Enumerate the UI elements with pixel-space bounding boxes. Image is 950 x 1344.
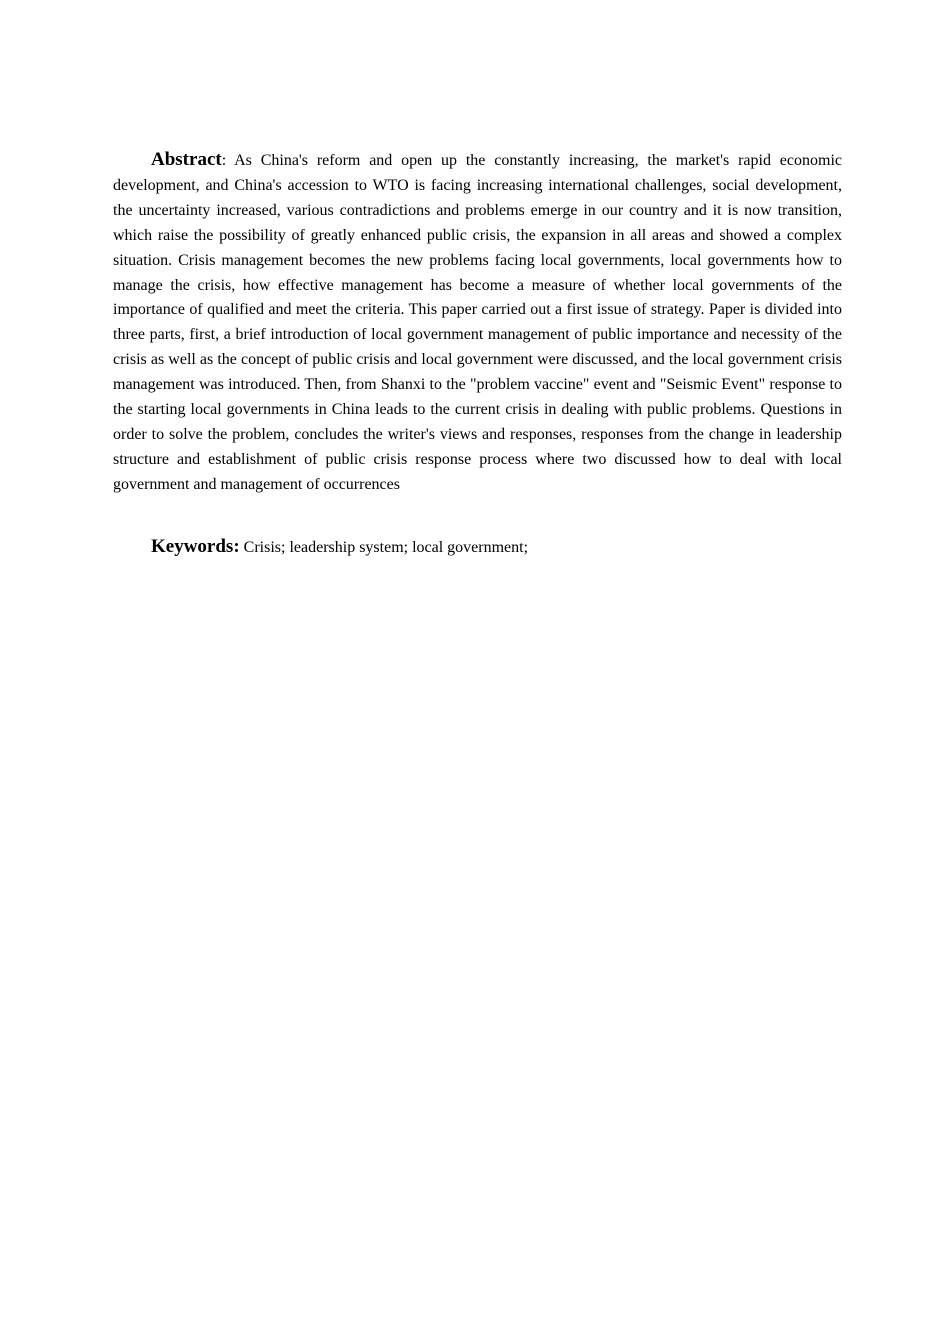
abstract-label: Abstract [151,149,222,170]
keywords-label: Keywords: [151,536,240,557]
abstract-text: As China's reform and open up the constantly increasing, the market's rapid economic development, and China's accession to WTO is facing increasing international challenges, social development, the uncertainty increased, various contradictions and problems emerge in our country and it is now transition, which raise the possibility of greatly enhanced public crisis, the expansion in all areas and showed a complex situation. Crisis management becomes the new problems facing local governments, local governments how to manage the crisis, how effective management has become a measure of whether local governments of the importance of qualified and meet the criteria. This paper carried out a first issue of strategy. Paper is divided into three parts, first, a brief introduction of local government management of public importance and necessity of the crisis as well as the concept of public crisis and local government were discussed, and the local government crisis management was introduced. Then, from Shanxi to the "problem vaccine" event and "Seismic Event" response to the starting local governments in China leads to the current crisis in dealing with public problems. Questions in order to solve the problem, concludes the writer's views and responses, responses from the change in leadership structure and establishment of public crisis response process where two discussed how to deal with local government and management of occurrences [113,152,842,493]
abstract-separator: : [221,152,235,169]
keywords-paragraph [151,534,842,561]
keywords-text: Crisis; leadership system; local government; [239,539,529,556]
abstract-paragraph [113,148,842,498]
